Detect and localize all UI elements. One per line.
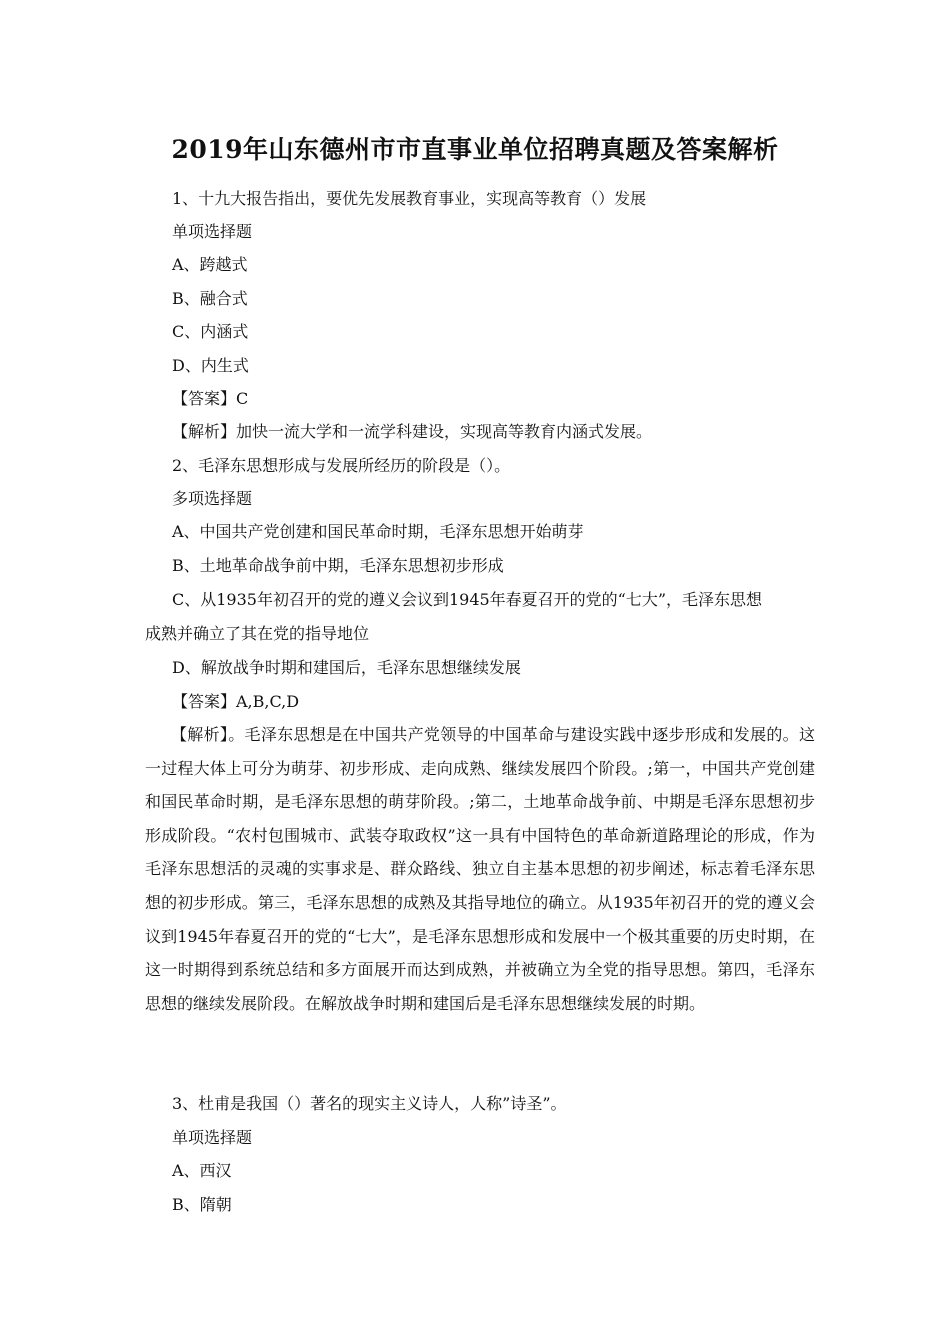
question-2-option-b: B、土地革命战争前中期，毛泽东思想初步形成 (172, 556, 504, 575)
question-1-option-d: D、内生式 (172, 356, 249, 375)
question-1-option-c: C、内涵式 (172, 322, 249, 341)
question-2-option-d: D、解放战争时期和建国后，毛泽东思想继续发展 (172, 658, 521, 677)
question-2-option-a: A、中国共产党创建和国民革命时期，毛泽东思想开始萌芽 (172, 522, 584, 541)
question-1-option-b: B、融合式 (172, 289, 248, 308)
question-1-analysis: 【解析】加快一流大学和一流学科建设，实现高等教育内涵式发展。 (172, 422, 653, 441)
question-2-option-c: C、从1935年初召开的党的遵义会议到1945年春夏召开的党的“七大”，毛泽东思想 (172, 590, 763, 609)
question-2-analysis: 【解析】。毛泽东思想是在中国共产党领导的中国革命与建设实践中逐步形成和发展的。这一过程大体上可分为萌芽、初步形成、走向成熟、继续发展四个阶段。;第一，中国共产党创建和国民革命时期，是毛泽东思想的萌芽阶段。;第二，土地革命战争前、中期是毛泽东思想初步形成阶段。“农村包围城市、武装夺取政权”这一具有中国特色的革命新道路理论的形成，作为毛泽东思想活的灵魂的实事求是、群众路线、独立自主基本思想的初步阐述，标志着毛泽东思想的初步形成。第三，毛泽东思想的成熟及其指导地位的确立。从1935年初召开的党的遵义会议到1945年春夏召开的党的“七大”，是毛泽东思想形成和发展中一个极其重要的历史时期，在这一时期得到系统总结和多方面展开而达到成熟，并被确立为全党的指导思想。第四，毛泽东思想的继续发展阶段。在解放战争时期和建国后是毛泽东思想继续发展的时期。 (145, 725, 815, 1013)
question-1: 1、十九大报告指出，要优先发展教育事业，实现高等教育（）发展 (172, 189, 647, 208)
question-1-option-a: A、跨越式 (172, 255, 248, 274)
question-3: 3、杜甫是我国（）著名的现实主义诗人，人称”诗圣”。 (172, 1094, 567, 1113)
document-title: 2019年山东德州市市直事业单位招聘真题及答案解析 (171, 135, 779, 164)
question-2: 2、毛泽东思想形成与发展所经历的阶段是（）。 (172, 456, 511, 475)
question-2-type: 多项选择题 (172, 489, 253, 508)
question-1-answer: 【答案】C (172, 389, 249, 408)
question-3-option-a: A、西汉 (172, 1161, 232, 1180)
question-2-answer: 【答案】A,B,C,D (172, 692, 300, 711)
question-1-type: 单项选择题 (172, 222, 253, 241)
question-3-option-b: B、隋朝 (172, 1195, 232, 1214)
question-2-option-c-continued: 成熟并确立了其在党的指导地位 (145, 624, 370, 643)
question-3-type: 单项选择题 (172, 1128, 253, 1147)
